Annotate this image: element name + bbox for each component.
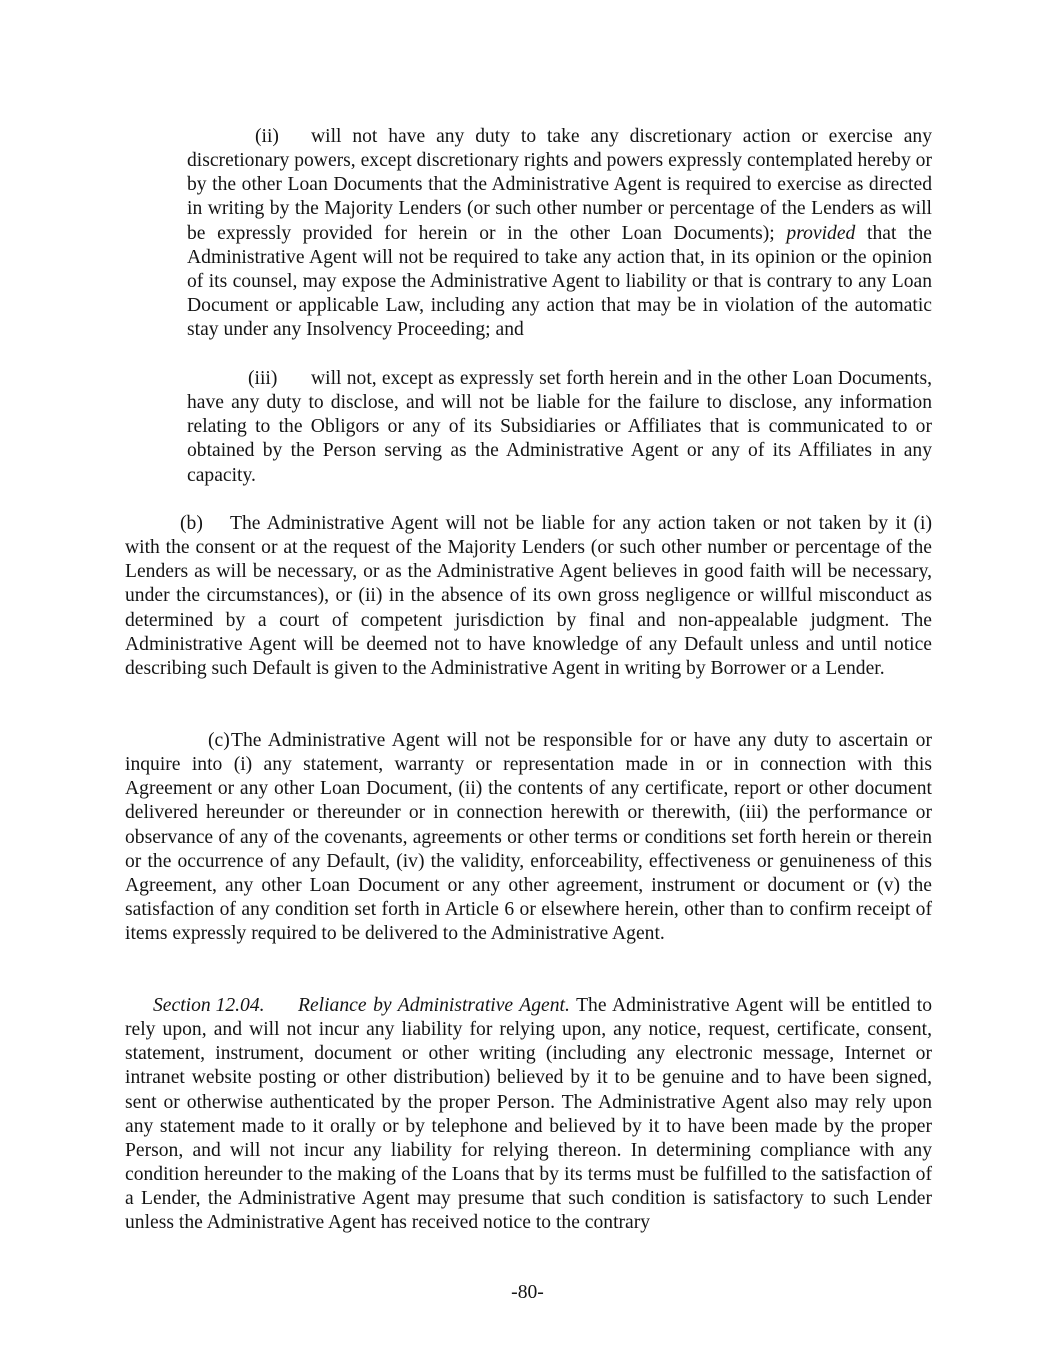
proviso-word: provided bbox=[786, 222, 856, 244]
subclause-ii bbox=[187, 125, 932, 342]
clause-text: The Administrative Agent will not be liable for any action taken or not taken by it (i) with the consent or at the request of the Majority Lenders (or such other number or percentage of the Lenders as will be necessary, or as the Administrative Agent believes in good faith will be necessary, under the circumstances), or (ii) in the absence of its own gross negligence or willful misconduct as determined by a court of competent jurisdiction by final and non-appealable judgment. The Administrative Agent will be deemed not to have knowledge of any Default unless and until notice describing such Default is given to the Administrative Agent in writing by Borrower or a Lender. bbox=[125, 513, 932, 679]
clause-text: The Administrative Agent will not be responsible for or have any duty to ascertain or inquire into (i) any statement, warranty or representation made in or in connection with this Agreement or any other Loan Document, (ii) the contents of any certificate, report or other document delivered hereunder or thereunder or in connection herewith or therewith, (iii) the performance or observance of any of the covenants, agreements or other terms or conditions set forth herein or therein or the occurrence of any Default, (iv) the validity, enforceability, effectiveness or genuineness of this Agreement, any other Loan Document or any other agreement, instrument or document or (v) the satisfaction of any condition set forth in Article 6 or elsewhere herein, other than to confirm receipt of items expressly required to be delivered to the Administrative Agent. bbox=[125, 730, 932, 945]
page-number: -80- bbox=[511, 1282, 544, 1303]
clause-label: (c) bbox=[208, 730, 230, 751]
clause-label: (b) bbox=[180, 513, 203, 534]
subclause-text: will not, except as expressly set forth herein and in the other Loan Documents, have any duty to disclose, and will not be liable for the failure to disclose, any information relating to the Obligors or any of its Subsidiaries or Affiliates that is communicated to or obtained by the Person serving as the Administrative Agent or any of its Affiliates in any capacity. bbox=[187, 368, 932, 486]
section-12-04 bbox=[125, 994, 932, 1236]
subclause-label: (ii) bbox=[255, 126, 279, 147]
section-text: The Administrative Agent will be entitled to rely upon, and will not incur any liability for relying upon, any notice, request, certificate, consent, statement, instrument, document or other writing (including any electronic message, Internet or intranet website posting or other distribution) believed by it to be genuine and to have been signed, sent or otherwise authenticated by the proper Person. The Administrative Agent also may rely upon any statement made to it orally or by telephone and believed by it to have been made by the proper Person, and will not incur any liability for relying thereon. In determining compliance with any condition hereunder to the making of the Loans that by its terms must be fulfilled to the satisfaction of a Lender, the Administrative Agent may presume that such condition is satisfactory to such Lender unless the Administrative Agent has received notice to the contrary bbox=[125, 995, 932, 1234]
proviso-text: that the Administrative Agent will not be required to take any action that, in its opinion or the opinion of its counsel, may expose the Administrative Agent to liability or that is contrary to any Loan Document or applicable Law, including any action that may be in violation of the automatic stay under any Insolvency Proceeding; and bbox=[187, 222, 933, 341]
clause-b bbox=[125, 512, 932, 681]
subclause-text: will not have any duty to take any discretionary action or exercise any discretionary powers, except discretionary rights and powers expressly contemplated hereby or by the other Loan Documents that the Administrative Agent is required to exercise as directed in writing by the Majority Lenders (or such other number or percentage of the Lenders as will be expressly provided for herein or in the other Loan Documents); bbox=[187, 126, 932, 244]
subclause-iii bbox=[187, 367, 932, 488]
section-heading: Reliance by Administrative Agent. bbox=[298, 995, 570, 1016]
section-number: Section 12.04. bbox=[153, 995, 265, 1016]
clause-c bbox=[125, 729, 932, 946]
subclause-label: (iii) bbox=[248, 368, 278, 389]
